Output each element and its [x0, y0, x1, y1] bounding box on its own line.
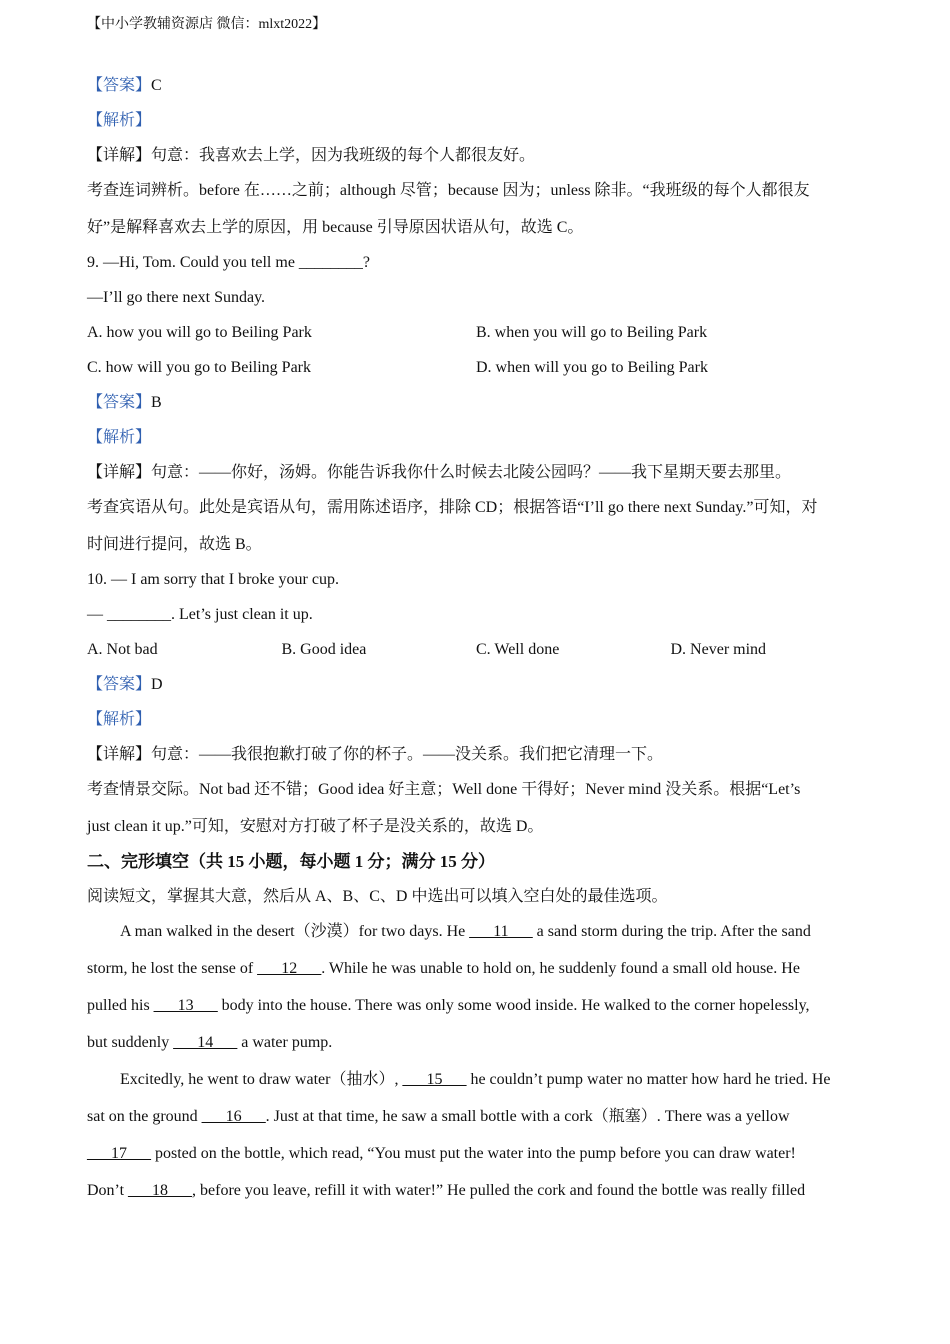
q10-detail: 句意：——我很抱歉打破了你的杯子。——没关系。我们把它清理一下。 — [151, 746, 664, 763]
q10-answer: D — [151, 676, 163, 693]
analysis-label: 【解析】 — [87, 429, 152, 446]
q8-explain-1: 考查连词辨析。before 在……之前；although 尽管；because 因为；unless 除非。“我班级的每个人都很友 — [87, 182, 810, 199]
answer-label: 【答案】 — [87, 77, 152, 94]
q10-detail-line — [87, 741, 867, 776]
passage-line — [87, 955, 867, 992]
q9-detail: 句意：——你好，汤姆。你能告诉我你什么时候去北陵公园吗？——我下星期天要去那里。 — [151, 464, 792, 481]
passage-line — [87, 992, 867, 1029]
q9-options-row-2 — [87, 354, 867, 389]
passage-line — [87, 1177, 867, 1214]
analysis-label: 【解析】 — [87, 711, 152, 728]
q10-option-d: D. Never mind — [670, 641, 767, 658]
q10-explain-2: just clean it up.”可知，安慰对方打破了杯子是没关系的，故选 D。 — [87, 818, 544, 835]
blank-11: ___11___ — [469, 923, 533, 940]
passage-text: Excitedly, he went to draw water（抽水）, — [120, 1071, 403, 1088]
q10-answer-line — [87, 671, 867, 706]
q10-explain-1: 考查情景交际。Not bad 还不错；Good idea 好主意；Well done 干得好；Never mind 没关系。根据“Let’s — [87, 781, 801, 798]
blank-14: ___14___ — [173, 1034, 238, 1051]
section-title: 二、完形填空（共 15 小题，每小题 1 分；满分 15 分） — [87, 852, 495, 871]
q9-stem: 9. —Hi, Tom. Could you tell me ________? — [87, 254, 371, 271]
document-body — [87, 72, 867, 1214]
q9-option-a: A. how you will go to Beiling Park — [87, 324, 312, 341]
passage-text: he couldn’t pump water no matter how hard he tried. He — [466, 1071, 831, 1088]
q9-detail-line — [87, 459, 867, 494]
q10-option-b: B. Good idea — [281, 641, 367, 658]
q8-answer-line — [87, 72, 867, 107]
blank-17: ___17___ — [87, 1145, 151, 1162]
q8-analysis-line — [87, 107, 867, 142]
q9-option-d: D. when will you go to Beiling Park — [476, 359, 708, 376]
passage-line — [87, 1029, 867, 1066]
passage-text: . Just at that time, he saw a small bottle with a cork（瓶塞）. There was a yellow — [265, 1108, 790, 1125]
passage-line — [87, 1140, 867, 1177]
q10-stem: 10. — I am sorry that I broke your cup. — [87, 571, 339, 588]
blank-18: ___18___ — [128, 1182, 193, 1199]
passage-text: but suddenly — [87, 1034, 174, 1051]
detail-label: 【详解】 — [87, 464, 152, 481]
detail-label: 【详解】 — [87, 147, 152, 164]
passage-text: body into the house. There was only some wood inside. He walked to the corner hopelessly, — [217, 997, 810, 1014]
passage-text: sat on the ground — [87, 1108, 202, 1125]
q9-analysis-line — [87, 424, 867, 459]
q8-explain-2: 好”是解释喜欢去上学的原因，用 because 引导原因状语从句，故选 C。 — [87, 219, 584, 236]
blank-15: ___15___ — [402, 1071, 467, 1088]
passage-text: A man walked in the desert（沙漠）for two days. He — [120, 923, 470, 940]
q8-detail-line — [87, 142, 867, 177]
q9-option-c: C. how will you go to Beiling Park — [87, 359, 311, 376]
passage-line — [87, 1066, 867, 1103]
q8-detail: 句意：我喜欢去上学，因为我班级的每个人都很友好。 — [151, 147, 536, 164]
q9-explain-2: 时间进行提问，故选 B。 — [87, 536, 262, 553]
q9-explain-1: 考查宾语从句。此处是宾语从句，需用陈述语序，排除 CD；根据答语“I’ll go there next Sunday.”可知，对 — [87, 499, 818, 516]
q8-answer: C — [151, 77, 162, 94]
passage-text: . While he was unable to hold on, he suddenly found a small old house. He — [321, 960, 800, 977]
page-header: 【中小学教辅资源店 微信：mlxt2022】 — [87, 17, 327, 32]
detail-label: 【详解】 — [87, 746, 152, 763]
passage-text: a water pump. — [237, 1034, 333, 1051]
q10-analysis-line — [87, 706, 867, 741]
passage-line — [87, 918, 867, 955]
q10-reply: — ________. Let’s just clean it up. — [87, 606, 313, 623]
passage-text: a sand storm during the trip. After the sand — [532, 923, 811, 940]
passage-text: pulled his — [87, 997, 154, 1014]
q9-options-row-1 — [87, 319, 867, 354]
q10-option-a: A. Not bad — [87, 641, 158, 658]
analysis-label: 【解析】 — [87, 112, 152, 129]
q10-options-row — [87, 636, 867, 671]
q10-option-c: C. Well done — [476, 641, 560, 658]
answer-label: 【答案】 — [87, 394, 152, 411]
blank-16: ___16___ — [201, 1108, 266, 1125]
q9-reply: —I’ll go there next Sunday. — [87, 289, 266, 306]
section-instruction: 阅读短文，掌握其大意，然后从 A、B、C、D 中选出可以填入空白处的最佳选项。 — [87, 888, 668, 905]
q9-answer: B — [151, 394, 162, 411]
passage-text: Don’t — [87, 1182, 129, 1199]
passage-text: posted on the bottle, which read, “You must put the water into the pump before you can draw water! — [151, 1145, 796, 1162]
passage-text: , before you leave, refill it with water!” He pulled the cork and found the bottle was really filled — [192, 1182, 806, 1199]
passage-text: storm, he lost the sense of — [87, 960, 258, 977]
q9-answer-line — [87, 389, 867, 424]
blank-13: ___13___ — [153, 997, 218, 1014]
passage-line — [87, 1103, 867, 1140]
answer-label: 【答案】 — [87, 676, 152, 693]
blank-12: ___12___ — [257, 960, 322, 977]
q9-option-b: B. when you will go to Beiling Park — [476, 324, 708, 341]
